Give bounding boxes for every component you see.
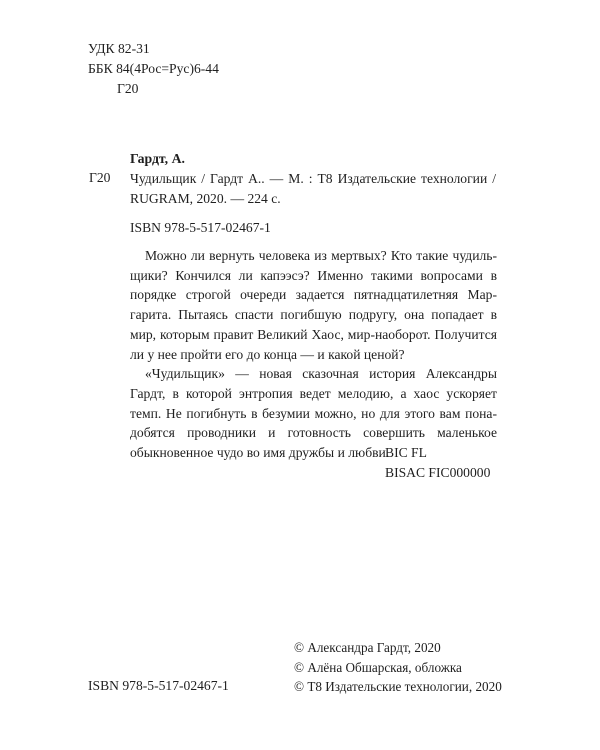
udk-code: УДК 82-31 — [88, 41, 150, 56]
bisac-code: BISAC FIC000000 — [385, 465, 491, 480]
bibliographic-description: Чудильщик / Гардт А.. — М. : Т8 Издательские технологии / RUGRAM, 2020. — 224 с. — [130, 171, 496, 206]
abstract-paragraph: «Чудильщик» — новая сказочная история Александры Гардт, в которой энтропия ведет мелодию, а хаос ускоряет темп. Не погибнуть в безумии можно, но для этого вам понадобятся проводники и готовность совершить маленькое обыкновенное чудо во имя дружбы и любви. — [130, 366, 497, 461]
author-sign-code: Г20 — [117, 81, 139, 96]
isbn-catalog: ISBN 978-5-517-02467-1 — [130, 220, 271, 235]
subject-codes — [385, 443, 490, 483]
bic-code: BIC FL — [385, 445, 427, 460]
copyright-line: © Алёна Обшарская, обложка — [294, 659, 462, 675]
abstract-paragraph: Можно ли вернуть человека из мертвых? Кто такие чудильщики? Кончился ли капээсэ? Именно такими вопросами в порядке строгой очереди задается пятнадцатилетняя Маргарита. Пытаясь спасти погибшую подругу, она попадает в мир, которым правит Великий Хаос, мир-наоборот. Получится ли у нее пройти его до конца — и какой ценой? — [130, 248, 497, 362]
catalog-code: Г20 — [89, 170, 111, 185]
bbk-code: ББК 84(4Рос=Рус)6-44 — [88, 61, 219, 76]
copyright-notices — [294, 638, 502, 697]
abstract — [130, 246, 497, 463]
isbn-footer: ISBN 978-5-517-02467-1 — [88, 678, 229, 693]
copyright-line: © Т8 Издательские технологии, 2020 — [294, 679, 502, 695]
copyright-line: © Александра Гардт, 2020 — [294, 640, 441, 655]
author-heading: Гардт, А. — [130, 151, 185, 166]
